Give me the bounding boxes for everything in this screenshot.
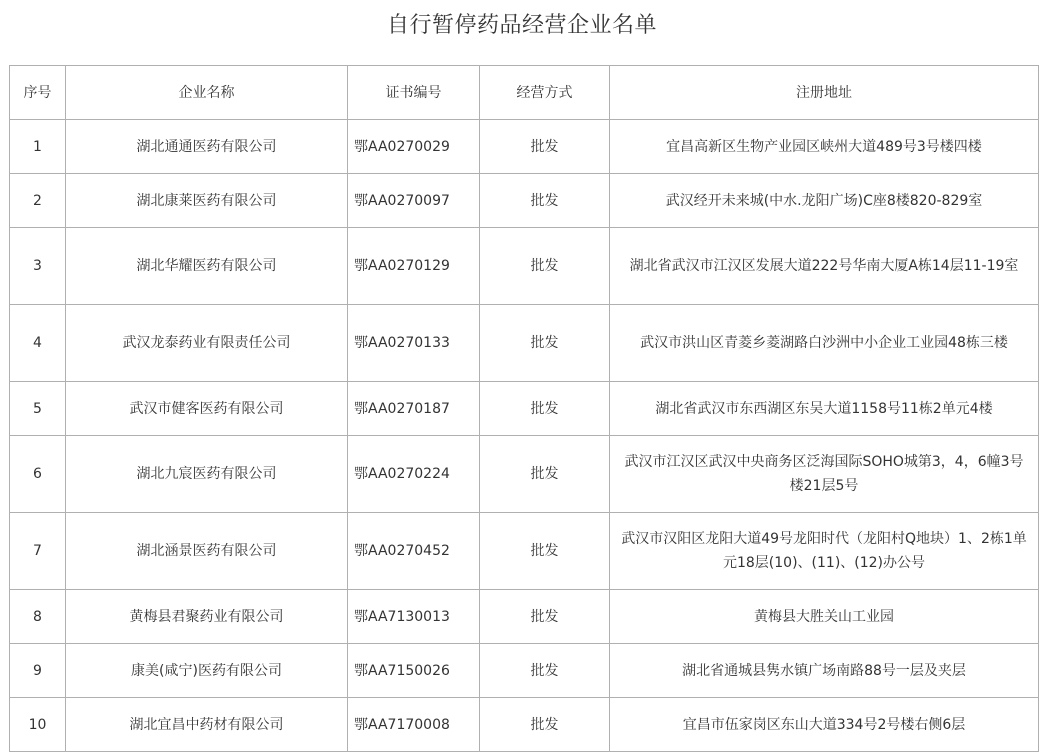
enterprise-table: [9, 65, 1039, 752]
table-row: [10, 174, 1039, 228]
table-row: [10, 513, 1039, 590]
cell-mode: 批发: [480, 590, 610, 644]
page-title: 自行暂停药品经营企业名单: [386, 13, 657, 38]
cell-cert: 鄂AA0270224: [348, 436, 480, 513]
cell-address: 湖北省武汉市江汉区发展大道222号华南大厦A栋14层11-19室: [610, 228, 1039, 305]
cell-address: 武汉市汉阳区龙阳大道49号龙阳时代（龙阳村Q地块）1、2栋1单元18层(10)、(11)、(12)办公号: [610, 513, 1039, 590]
cell-mode: 批发: [480, 436, 610, 513]
cell-name: 湖北九宸医药有限公司: [66, 436, 348, 513]
table-row: [10, 228, 1039, 305]
cell-name: 武汉市健客医药有限公司: [66, 382, 348, 436]
cell-cert: 鄂AA0270097: [348, 174, 480, 228]
cell-mode: 批发: [480, 644, 610, 698]
table-row: [10, 698, 1039, 752]
cell-address: 武汉市洪山区青菱乡菱湖路白沙洲中小企业工业园48栋三楼: [610, 305, 1039, 382]
header-name: 企业名称: [66, 66, 348, 120]
cell-cert: 鄂AA7150026: [348, 644, 480, 698]
table-row: [10, 382, 1039, 436]
cell-no: 3: [10, 228, 66, 305]
cell-no: 5: [10, 382, 66, 436]
header-cert: 证书编号: [348, 66, 480, 120]
cell-no: 9: [10, 644, 66, 698]
cell-mode: 批发: [480, 513, 610, 590]
cell-no: 7: [10, 513, 66, 590]
cell-no: 1: [10, 120, 66, 174]
cell-cert: 鄂AA0270129: [348, 228, 480, 305]
cell-name: 湖北宜昌中药材有限公司: [66, 698, 348, 752]
cell-no: 4: [10, 305, 66, 382]
cell-address: 湖北省通城县隽水镇广场南路88号一层及夹层: [610, 644, 1039, 698]
cell-cert: 鄂AA0270133: [348, 305, 480, 382]
table-row: [10, 644, 1039, 698]
cell-mode: 批发: [480, 120, 610, 174]
cell-mode: 批发: [480, 305, 610, 382]
header-address: 注册地址: [610, 66, 1039, 120]
table-row: [10, 436, 1039, 513]
cell-name: 湖北华耀医药有限公司: [66, 228, 348, 305]
cell-name: 康美(咸宁)医药有限公司: [66, 644, 348, 698]
cell-cert: 鄂AA7130013: [348, 590, 480, 644]
cell-mode: 批发: [480, 698, 610, 752]
table-row: [10, 590, 1039, 644]
cell-name: 武汉龙泰药业有限责任公司: [66, 305, 348, 382]
cell-no: 10: [10, 698, 66, 752]
cell-mode: 批发: [480, 382, 610, 436]
table-row: [10, 305, 1039, 382]
cell-mode: 批发: [480, 174, 610, 228]
cell-address: 宜昌市伍家岗区东山大道334号2号楼右侧6层: [610, 698, 1039, 752]
cell-address: 湖北省武汉市东西湖区东吴大道1158号11栋2单元4楼: [610, 382, 1039, 436]
cell-mode: 批发: [480, 228, 610, 305]
cell-address: 武汉经开未来城(中水.龙阳广场)C座8楼820-829室: [610, 174, 1039, 228]
cell-name: 湖北通通医药有限公司: [66, 120, 348, 174]
table-header-row: [10, 66, 1039, 120]
table-row: [10, 120, 1039, 174]
cell-no: 6: [10, 436, 66, 513]
header-no: 序号: [10, 66, 66, 120]
header-mode: 经营方式: [480, 66, 610, 120]
cell-name: 黄梅县君聚药业有限公司: [66, 590, 348, 644]
cell-cert: 鄂AA7170008: [348, 698, 480, 752]
cell-cert: 鄂AA0270029: [348, 120, 480, 174]
cell-name: 湖北涵景医药有限公司: [66, 513, 348, 590]
cell-address: 宜昌高新区生物产业园区峡州大道489号3号楼四楼: [610, 120, 1039, 174]
cell-cert: 鄂AA0270452: [348, 513, 480, 590]
cell-name: 湖北康莱医药有限公司: [66, 174, 348, 228]
cell-no: 2: [10, 174, 66, 228]
cell-no: 8: [10, 590, 66, 644]
cell-cert: 鄂AA0270187: [348, 382, 480, 436]
cell-address: 黄梅县大胜关山工业园: [610, 590, 1039, 644]
cell-address: 武汉市江汉区武汉中央商务区泛海国际SOHO城第3，4，6幢3号楼21层5号: [610, 436, 1039, 513]
